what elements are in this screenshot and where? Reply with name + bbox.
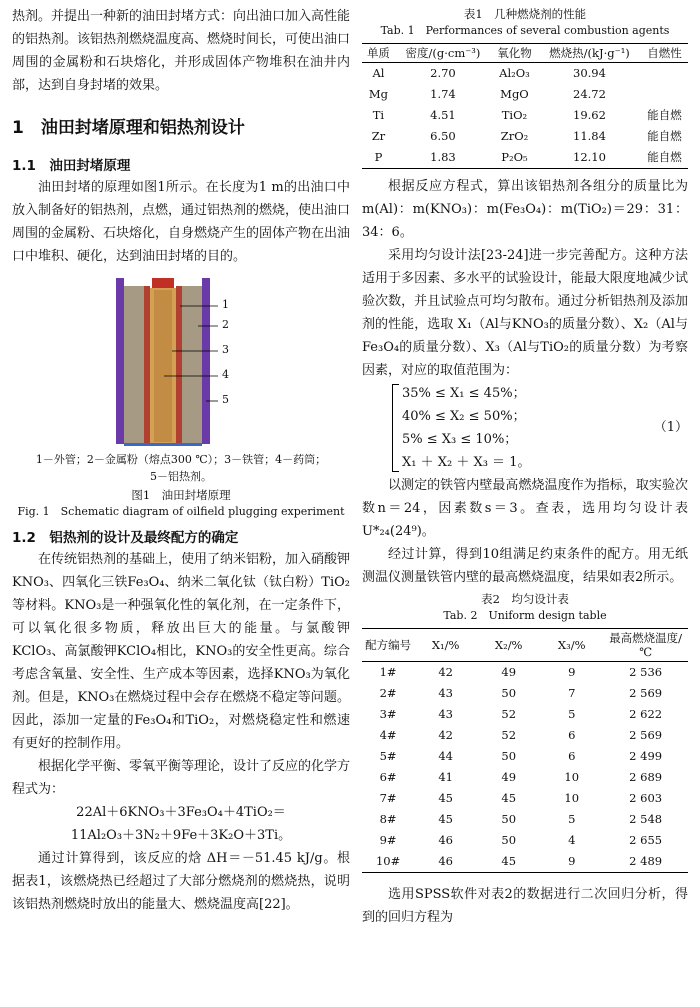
table-cell: Ti (372, 108, 385, 122)
table-cell: 11.84 (573, 129, 606, 143)
table-cell: 46 (438, 833, 453, 847)
plugging-diagram (12, 276, 350, 448)
table-cell: Mg (368, 87, 389, 101)
table-row (362, 147, 688, 169)
table-cell: 2 569 (629, 728, 663, 742)
constraint-3: 5% ≤ X₃ ≤ 10%； (402, 432, 518, 447)
table-cell: 52 (501, 707, 517, 721)
constraint-system (392, 382, 688, 474)
section-1-2-paragraph-c: 通过计算得到，该反应的焓 ΔH＝－51.45 kJ/g。根据表1，该燃烧热已经超过了大部分燃烧剂的燃烧热，说明该铝热剂燃烧时放出的能量大、燃烧温度高[22]。 (12, 851, 350, 912)
reaction-equation-line-2: 11Al₂O₃＋3N₂＋9Fe＋3K₂O＋3Ti。 (70, 828, 292, 843)
section-1-2-paragraph-a: 在传统铝热剂的基础上，使用了纳米铝粉，加入硝酸钾KNO₃、四氧化三铁Fe₃O₄、纳米二氧化钛（钛白粉）TiO₂等材料。KNO₃是一种强氧化性的氧化剂，在一定条件下，可以氧化很多物质，释放出巨大的能量。与氯酸钾KClO₃、高氯酸钾KClO₄相比，KNO₃的安全性更高。综合考虑含氧量、安全性、生产成本等因素，选择KNO₃为氧化剂。但是，KNO₃在燃烧过程中会存在燃烧不稳定等问题。因此，添加一定量的Fe₃O₄和TiO₂，对燃烧稳定性和燃速有更好的控制作用。 (12, 552, 351, 751)
table-cell: 44 (438, 749, 453, 763)
table-cell: 4.51 (430, 108, 456, 122)
table-cell: ZrO₂ (500, 129, 529, 143)
table-cell: 2 489 (603, 851, 688, 873)
table-1-caption-en: Tab. 1 Performances of several combustion agents (380, 24, 670, 37)
table-cell: 42 (438, 665, 453, 679)
table-cell: 46 (414, 851, 477, 873)
table-1-caption-cn: 表1 几种燃烧剂的性能 (463, 7, 587, 21)
table-cell: 6# (379, 770, 397, 784)
table-2-header: 最高燃烧温度/℃ (603, 629, 688, 662)
uniform-design-paragraph: 采用均匀设计法[23-24]进一步完善配方。这种方法适用于多因素、多水平的试验设计，能最大限度地减少试验次数，并且试验点可均匀散布。通过分析铝热剂及添加剂的性能，选取 X₁（Al与KNO₃的质量分数）、X₂（Al与Fe₃O₄的质量分数）、X₃（Al与TiO₂的质量分数）为考察因素，对应的取值范围为： (362, 248, 688, 378)
table-cell: 5 (568, 812, 576, 826)
table-cell: 2 569 (629, 686, 663, 700)
figure-label-5: 5 (222, 393, 229, 406)
table-row (362, 809, 688, 830)
table-cell: 52 (501, 728, 517, 742)
table-cell: 9# (379, 833, 397, 847)
table-cell: 7 (568, 686, 576, 700)
table-cell: 50 (501, 812, 517, 826)
table-cell: 43 (438, 686, 453, 700)
table-row (362, 767, 688, 788)
table-cell: 能自燃 (647, 129, 682, 143)
table-cell: 50 (501, 749, 517, 763)
table-2-header: X₁/% (414, 629, 477, 662)
reaction-equation-line-1: 22Al＋6KNO₃＋3Fe₃O₄＋4TiO₂＝ (76, 805, 286, 820)
table-cell: 能自燃 (647, 108, 682, 122)
table-cell: 2 548 (629, 812, 663, 826)
table-cell: 2 499 (629, 749, 663, 763)
table-row (362, 704, 688, 725)
table-cell: 2 603 (629, 791, 663, 805)
section-1-heading: 1 油田封堵原理和铝热剂设计 (12, 118, 245, 138)
table-cell: 5# (379, 749, 397, 763)
table-cell: 49 (501, 770, 517, 784)
table-1-header: 自燃性 (641, 44, 688, 63)
table-cell: 2# (379, 686, 397, 700)
table-cell: 41 (438, 770, 453, 784)
section-1-1-heading: 1.1 油田封堵原理 (12, 158, 131, 174)
figure-label-2: 2 (222, 318, 229, 331)
table-cell: 9 (568, 665, 576, 679)
table-cell: Al₂O₃ (499, 66, 530, 80)
table-cell: 5 (568, 707, 576, 721)
table-cell: 19.62 (573, 108, 606, 122)
table-row (362, 105, 688, 126)
table-cell: Al (372, 66, 385, 80)
table-cell: 8# (379, 812, 397, 826)
table-cell: MgO (500, 87, 529, 101)
constraint-1: 35% ≤ X₁ ≤ 45%； (402, 386, 526, 401)
table-row (362, 63, 688, 85)
table-row (362, 788, 688, 809)
table-row (362, 84, 688, 105)
intro-paragraph: 热剂。并提出一种新的油田封堵方式：向出油口加入高性能的铝热剂。该铝热剂燃烧温度高、燃烧时间长，可使出油口周围的金属粉和石块熔化，并形成固体产物堆积在油井内部，达到自身封堵的效果。 (12, 9, 351, 93)
table-cell: 45 (477, 851, 540, 873)
table-cell: 45 (438, 812, 453, 826)
table-cell: 6 (568, 728, 576, 742)
table-1 (362, 43, 688, 169)
table-cell (641, 63, 688, 85)
table-row (362, 830, 688, 851)
figure-label-4: 4 (222, 368, 229, 381)
table-cell: 2.70 (430, 66, 456, 80)
table-cell: 2 622 (629, 707, 663, 721)
table-1-header: 氧化物 (491, 44, 538, 63)
right-column (362, 0, 688, 929)
table-cell: 49 (501, 665, 517, 679)
table-2-header: X₂/% (477, 629, 540, 662)
table-row (362, 662, 688, 684)
table-2 (362, 628, 688, 873)
figure-legend-line-1: 1－外管；2－金属粉（熔点300 ℃）；3－铁管；4－药筒； (35, 453, 327, 466)
table-2-header: 配方编号 (362, 629, 414, 662)
figure-label-3: 3 (222, 343, 229, 356)
table-row (362, 746, 688, 767)
table-row (362, 683, 688, 704)
test-index-paragraph: 以测定的铁管内壁最高燃烧温度作为指标，取实验次数n＝24，因素数s＝3。查表，选用均匀设计表U*₂₄(24⁹)。 (362, 478, 688, 539)
table-2-caption-en: Tab. 2 Uniform design table (443, 609, 607, 622)
table-cell: Zr (371, 129, 386, 143)
table-cell: 1.74 (430, 87, 456, 101)
figure-label-1: 1 (222, 298, 229, 311)
left-column (12, 0, 350, 916)
table-cell: 45 (501, 791, 517, 805)
constraint-2: 40% ≤ X₂ ≤ 50%； (402, 409, 526, 424)
table-row (362, 851, 688, 873)
table-cell: 4# (379, 728, 397, 742)
table-cell: P₂O₅ (491, 147, 538, 169)
table-cell: 43 (438, 707, 453, 721)
table-cell: TiO₂ (501, 108, 528, 122)
table-cell: 10# (362, 851, 414, 873)
result-paragraph: 经过计算，得到10组满足约束条件的配方。用无纸测温仪测量铁管内壁的最高燃烧温度，结果如表2所示。 (362, 547, 688, 585)
table-cell: 45 (438, 791, 453, 805)
figure-1 (12, 276, 350, 448)
table-cell: 2 536 (629, 665, 663, 679)
figure-caption-en: Fig. 1 Schematic diagram of oilfield plugging experiment (17, 505, 345, 518)
section-1-2-heading: 1.2 铝热剂的设计及最终配方的确定 (12, 530, 239, 546)
table-1-header: 燃烧热/(kJ·g⁻¹) (538, 44, 641, 63)
table-cell: P (362, 147, 395, 169)
table-cell: 能自燃 (641, 147, 688, 169)
table-1-header: 单质 (362, 44, 395, 63)
table-2-caption-cn: 表2 均匀设计表 (481, 592, 569, 606)
section-1-1-paragraph: 油田封堵的原理如图1所示。在长度为1 m的出油口中放入制备好的铝热剂，点燃，通过铝热剂的燃烧，使出油口周围的金属粉、石块熔化，自身燃烧产生的固体产物在出油口中堆积、硬化，达到油田封堵的目的。 (12, 180, 351, 264)
table-cell: 9 (540, 851, 603, 873)
table-cell: 3# (379, 707, 397, 721)
mass-ratio-paragraph: 根据反应方程式，算出该铝热剂各组分的质量比为 m(Al)：m(KNO₃)：m(Fe₃O₄)：m(TiO₂)＝29：31：34：6。 (362, 179, 688, 240)
table-row (362, 126, 688, 147)
table-cell (641, 84, 688, 105)
table-cell: 2 655 (629, 833, 663, 847)
table-cell: 2 689 (629, 770, 663, 784)
table-cell: 30.94 (573, 66, 606, 80)
table-cell: 42 (438, 728, 453, 742)
figure-legend-line-2: 5－铝热剂。 (150, 470, 212, 483)
section-1-2-paragraph-b: 根据化学平衡、零氧平衡等理论，设计了反应的化学方程式为： (12, 759, 351, 797)
spss-paragraph: 选用SPSS软件对表2的数据进行二次回归分析，得到的回归方程为 (362, 887, 688, 925)
brace (392, 384, 399, 472)
table-cell: 7# (379, 791, 397, 805)
table-cell: 10 (564, 770, 580, 784)
table-cell: 6.50 (430, 129, 456, 143)
table-row (362, 725, 688, 746)
table-1-header: 密度/(g·cm⁻³) (395, 44, 491, 63)
constraint-4: X₁ ＋ X₂ ＋ X₃ ＝ 1。 (402, 455, 531, 470)
figure-caption-cn: 图1 油田封堵原理 (131, 488, 231, 502)
table-cell: 1.83 (395, 147, 491, 169)
table-cell: 6 (568, 749, 576, 763)
table-cell: 50 (501, 686, 517, 700)
table-cell: 1# (379, 665, 397, 679)
equation-number: （1） (653, 420, 688, 435)
table-cell: 24.72 (573, 87, 606, 101)
table-cell: 50 (501, 833, 517, 847)
table-cell: 4 (568, 833, 576, 847)
table-cell: 10 (564, 791, 580, 805)
table-cell: 12.10 (538, 147, 641, 169)
table-2-header: X₃/% (540, 629, 603, 662)
